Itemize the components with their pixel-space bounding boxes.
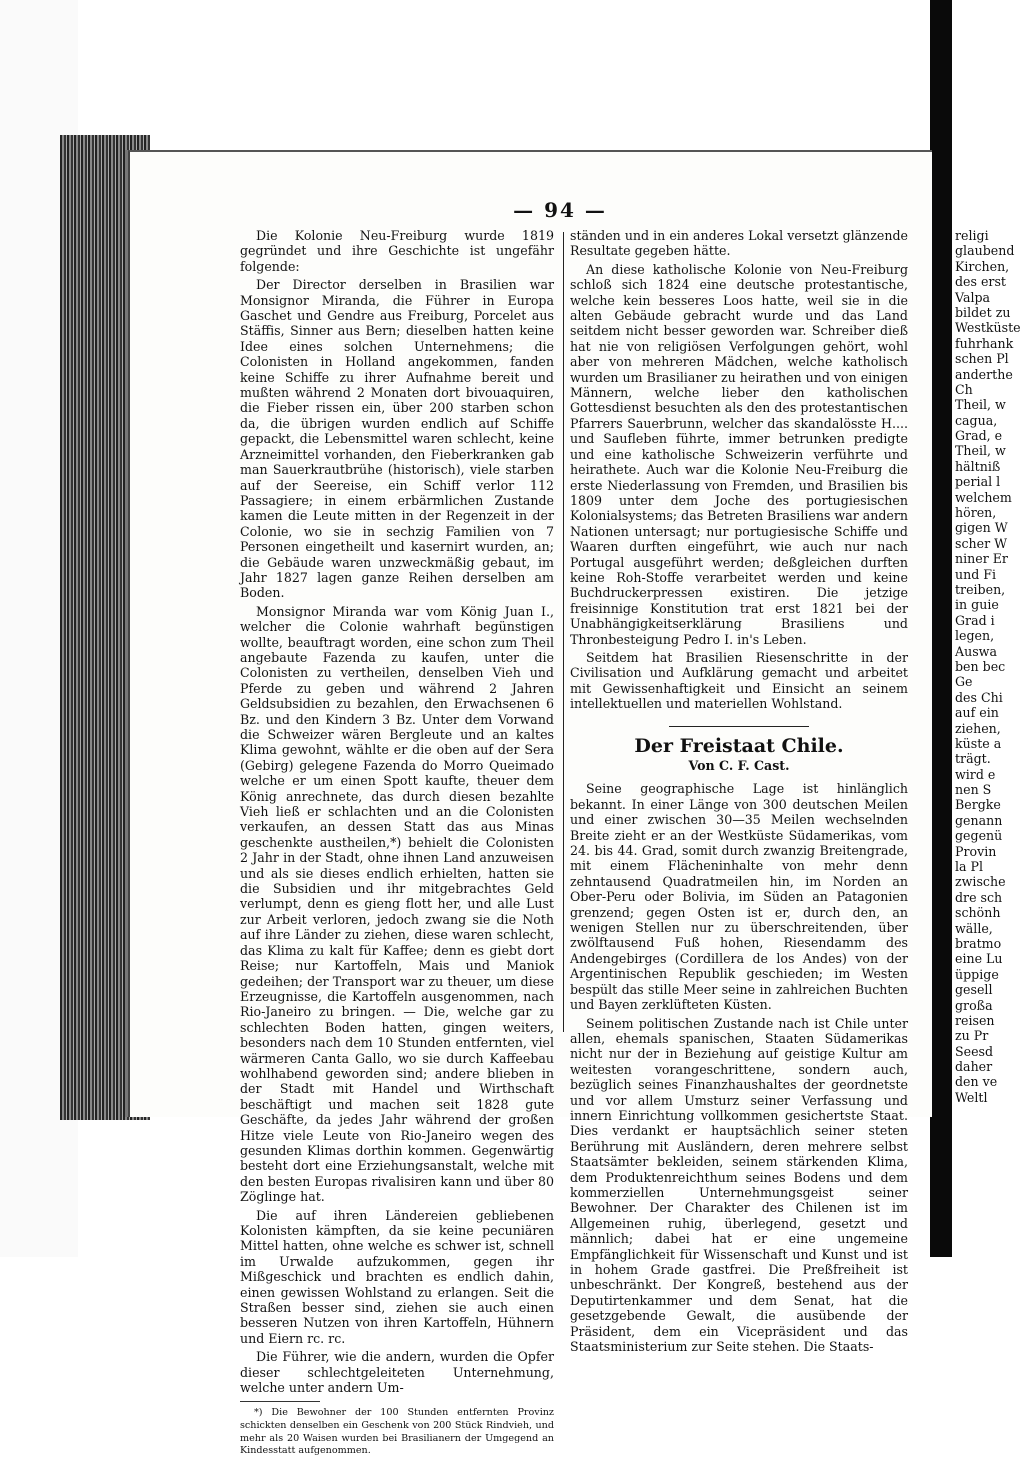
next-page-line: fuhrhank (955, 335, 1014, 351)
next-page-line: küste a (955, 735, 1002, 751)
next-page-line: Grad, e (955, 428, 1003, 444)
next-page-line: zwische (955, 874, 1006, 890)
next-page-line: perial l (955, 474, 1001, 490)
next-page-line: gesell (955, 982, 993, 998)
next-page-line: Ge (955, 674, 973, 690)
next-page-line: Provin (955, 843, 997, 859)
next-page-line: schen Pl (955, 351, 1009, 367)
next-page-fragment (955, 228, 1021, 1105)
paragraph: Die Führer, wie die andern, wurden die Opfer dieser schlechtgeleiteten Unternehmung, welche unter andern Um- (240, 1349, 554, 1396)
paragraph: An diese katholische Kolonie von Neu-Freiburg schloß sich 1824 eine deutsche protestantische, welche kein besseres Loos hatte, weil sie in die alten Gebäude gebracht wurde und das Land seitdem nicht besser geworden war. Schreiber dieß hat nie von religiösen Verfolgungen gehört, wohl aber von mehreren Mädchen, welche katholisch wurden um Brasilianer zu heirathen und von einigen Männern, welche lieber den katholischen Gottesdienst besuchten als den des protestantischen Pfarrers Sauerbrunn, welcher das skandalösste H.... und Saufleben führte, immer betrunken predigte und eine katholische Schweizerin verführte und heirathete. Auch war die Kolonie Neu-Freiburg die erste Niederlassung von Fremden, und Brasilien bis 1809 unter dem Joche des portugiesischen Kolonialsystems; das Betreten Brasiliens war andern Nationen untersagt; nur portugiesische Schiffe und Waaren durften eingeführt, wie auch nur nach Portugal ausgeführt werden; deßgleichen durften keine Roh-Stoffe verarbeitet werden und keine Buchdruckerpressen existiren. Die jetzige freisinnige Konstitution trat erst 1821 bei der Unabhängigkeitserklärung Brasiliens und Thronbesteigung Pedro I. in's Leben. (570, 261, 908, 647)
right-column (570, 228, 908, 1357)
next-page-line: niner Er (955, 551, 1008, 567)
next-page-line: dre sch (955, 889, 1003, 905)
next-page-line: anderthe (955, 366, 1013, 382)
next-page-line: trägt. (955, 751, 991, 767)
book-gutter (930, 0, 952, 1257)
next-page-line: Seesd (955, 1043, 994, 1059)
next-page-line: ben bec (955, 658, 1006, 674)
next-page-line: Valpa (955, 289, 991, 305)
next-page-line: Grad i (955, 612, 995, 628)
next-page-line: gigen W (955, 520, 1008, 536)
paragraph: Seinem politischen Zustande nach ist Chile unter allen, ehemals spanischen, Staaten Südamerikas nicht nur der in Beziehung auf geistige Kultur am weitesten vorangeschrittene, sondern auch, bezüglich seines Finanzhaushaltes der geordnetste und vor allem Umsturz seiner Verfassung und innern Einrichtung vollkommen gesichertste Staat. Dies verdankt er hauptsächlich seiner steten Berührung mit Ausländern, deren mehrere selbst Staatsämter bekleiden, seinem stärkenden Klima, dem Produktenreichthum seines Bodens und dem kommerziellen Unternehmungsgeist seiner Bewohner. Der Charakter des Chilenen ist im Allgemeinen ruhig, überlegend, gesetzt und männlich; dabei hat er eine ungemeine Empfänglichkeit für Wissenschaft und Kunst und ist in hohem Grade gastfrei. Die Preßfreiheit ist unbeschränkt. Der Kongreß, bestehend aus der Deputirtenkammer und dem Senat, hat die gesetzgebende Gewalt, die ausübende der Präsident, dem ein Vicepräsident und das Staatsministerium zur Seite stehen. Die Staats- (570, 1015, 908, 1355)
section-title: Der Freistaat Chile. (634, 734, 844, 757)
next-page-line: cagua, (955, 412, 998, 428)
paragraph: Monsignor Miranda war vom König Juan I., welcher die Colonie wahrhaft begünstigen wollte, beauftragt worden, eine schon zum Theil angebaute Fazenda zu kaufen, unter die Colonisten zu vertheilen, denselben Vieh und Pferde zu geben und während 2 Jahren Geldsubsidien zu bezahlen, den Erwachsenen 6 Bz. und den Kindern 3 Bz. Unter dem Vorwand die Schweizer wären Bergleute und an kaltes Klima gewohnt, wählte er die oben auf der Sera (Gebirg) gelegene Fazenda do Morro Queimado welche er um einen Spott kaufte, theuer dem König anrechnete, das durch diesen bezahlte Vieh ließ er schlachten und an die Colonisten verkaufen, an dessen Statt das aus Minas geschenkte austheilen,*) behielt die Colonisten 2 Jahr in der Stadt, ohne ihnen Land anzuweisen und als sie dieses endlich erhielten, hatten sie die Subsidien und ihr mitgebrachtes Geld verlumpt, denn es gieng flott her, und alle Lust zur Arbeit verloren, jedoch zwang sie die Noth auf ihre Länder zu ziehen, diese waren schlecht, das Klima zu kalt für Kaffee; denn es giebt dort Reise; nur Kartoffeln, Mais und Maniok gedeihen; der Transport war zu theuer, um diese Erzeugnisse, die Kartoffeln ausgenommen, nach Rio-Janeiro zu bringen. — Die, welche gar zu schlechten Boden hatten, gingen weiters, besonders nach dem 10 Stunden entfernten, viel wärmeren Canta Gallo, wo sie durch Kaffeebau wohlhabend geworden sind; andere blieben in der Stadt mit Handel und Wirthschaft beschäftigt und machen seit 1828 gute Geschäfte, da jedes Jahr während der großen Hitze viele Leute von Rio-Janeiro wegen des gesunden Klimas dorthin kommen. Gegenwärtig besteht dort eine Erziehungsanstalt, welche mit den besten Europas rivalisiren kann und über 80 Zöglinge hat. (240, 603, 554, 1205)
next-page-line: Bergke (955, 797, 1001, 813)
next-page-line: glaubend (955, 243, 1015, 259)
next-page-line: auf ein (955, 705, 999, 721)
next-page-line: wälle, (955, 920, 993, 936)
next-page-line: gegenü (955, 828, 1003, 844)
next-page-line: legen, (955, 628, 995, 644)
next-page-line: scher W (955, 535, 1008, 551)
next-page-line: Theil, w (955, 397, 1006, 413)
paragraph: Die Kolonie Neu-Freiburg wurde 1819 gegründet und ihre Geschichte ist ungefähr folgende: (240, 228, 554, 274)
next-page-line: la Pl (955, 859, 984, 875)
left-column (240, 228, 554, 1458)
paragraph: Der Director derselben in Brasilien war Monsignor Miranda, die Führer in Europa Gaschet und Gendre aus Freiburg, Porcelet aus Stäffis, Sinner aus Bern; dieselben hatten keine Idee eines solchen Unternehmens; die Colonisten in Holland angekommen, fanden keine Schiffe zu ihrer Aufnahme bereit und mußten während 2 Monaten dort bivouaquiren, die Fieber rissen ein, über 200 starben schon da, die übrigen wurden endlich auf Schiffe gepackt, die Lebensmittel waren schlecht, keine Arzneimittel vorhanden, den Fieberkranken gab man Sauerkrautbrühe (historisch), viele starben auf der Seereise, ein Schiff verlor 112 Passagiere; in einem erbärmlichen Zustande kamen die Leute mitten in der Regenzeit in der Colonie, wo sie in sechzig Familien von 7 Personen eingetheilt und kasernirt wurden, an; die Gebäude waren unzweckmäßig gebaut, im Jahr 1827 lagen ganze Reihen derselben am Boden. (240, 277, 554, 601)
next-page-line: zu Pr (955, 1028, 989, 1044)
next-page-line: üppige (955, 966, 999, 982)
next-page-line: welchem (955, 489, 1012, 505)
next-page-line: treiben, (955, 581, 1006, 597)
next-page-line: hören, (955, 505, 997, 521)
next-page-line: des Chi (955, 689, 1003, 705)
next-page-line: Ch (955, 381, 973, 397)
next-page-line: schönh (955, 905, 1001, 921)
paragraph: Die auf ihren Ländereien gebliebenen Kolonisten kämpften, da sie keine pecuniären Mittel hatten, ohne welche es schwer ist, schnell im Urwalde aufzukommen, gegen ihr Mißgeschick und brachten es endlich dahin, einen gewissen Wohlstand zu erlangen. Seit die Straßen besser sind, ziehen sie auch einen besseren Nutzen von ihren Kartoffeln, Hühnern und Eiern rc. rc. (240, 1207, 554, 1346)
next-page-line: in guie (955, 597, 999, 613)
next-page-line: religi (955, 228, 989, 243)
next-page-line: ziehen, (955, 720, 1001, 736)
next-page-line: und Fi (955, 566, 997, 582)
next-page-line: wird e (955, 766, 996, 782)
next-page-line: hältniß (955, 458, 1001, 474)
next-page-line: großa (955, 997, 993, 1013)
footnote: *) Die Bewohner der 100 Stunden entfernten Provinz schickten denselben ein Geschenk von 200 Stück Rindvieh, und mehr als 20 Waisen wurden bei Brasilianern der Umgegend an Kindesstatt aufgenommen. (240, 1407, 554, 1457)
section-divider (669, 726, 809, 727)
next-page-line: Kirchen, (955, 258, 1010, 274)
next-page-line: daher (955, 1059, 993, 1075)
next-page-line: Theil, w (955, 443, 1006, 459)
next-page-line: eine Lu (955, 951, 1003, 967)
paragraph: Seine geographische Lage ist hinlänglich bekannt. In einer Länge von 300 deutschen Meilen und einer zwischen 30—35 Meilen wechselnden Breite zieht er an der Westküste Südamerikas, vom 24. bis 44. Grad, somit durch zwanzig Breitengrade, mit einem Flächeninhalte von mehr denn zehntausend Quadratmeilen hin, im Norden an Ober-Peru oder Bolivia, im Süden an Patagonien grenzend; gegen Osten ist er, durch den, an wenigen Stellen nur zu überschreitenden, über zwölftausend Fuß hohen, Riesendamm des Andengebirges (Cordillera de los Andes) von der Argentinischen Republik geschieden; im Westen bespült das stille Meer seine in zahlreichen Buchten und Bayen zerklüfteten Küsten. (570, 781, 908, 1013)
column-divider (563, 232, 564, 1032)
page-number: — 94 — (513, 198, 607, 222)
next-page-line: reisen (955, 1012, 995, 1028)
next-page-line: genann (955, 812, 1003, 828)
next-page-line: Auswa (955, 643, 997, 659)
paragraph: ständen und in ein anderes Lokal versetzt glänzende Resultate gegeben hätte. (570, 228, 908, 259)
next-page-line: bratmo (955, 935, 1002, 951)
next-page-line: bildet zu (955, 304, 1011, 320)
next-page-line: Weltl (955, 1089, 988, 1105)
next-page-line: den ve (955, 1074, 998, 1090)
paragraph: Seitdem hat Brasilien Riesenschritte in der Civilisation und Aufklärung gemacht und arbeitet mit Gewissenhaftigkeit und Einsicht an seinem intellektuellen und materiellen Wohlstand. (570, 649, 908, 712)
footnote-rule (240, 1401, 320, 1402)
section-author: Von C. F. Cast. (688, 758, 790, 773)
next-page-line: Westküste (955, 320, 1021, 336)
next-page-line: des erst (955, 274, 1006, 290)
next-page-line: nen S (955, 782, 992, 798)
